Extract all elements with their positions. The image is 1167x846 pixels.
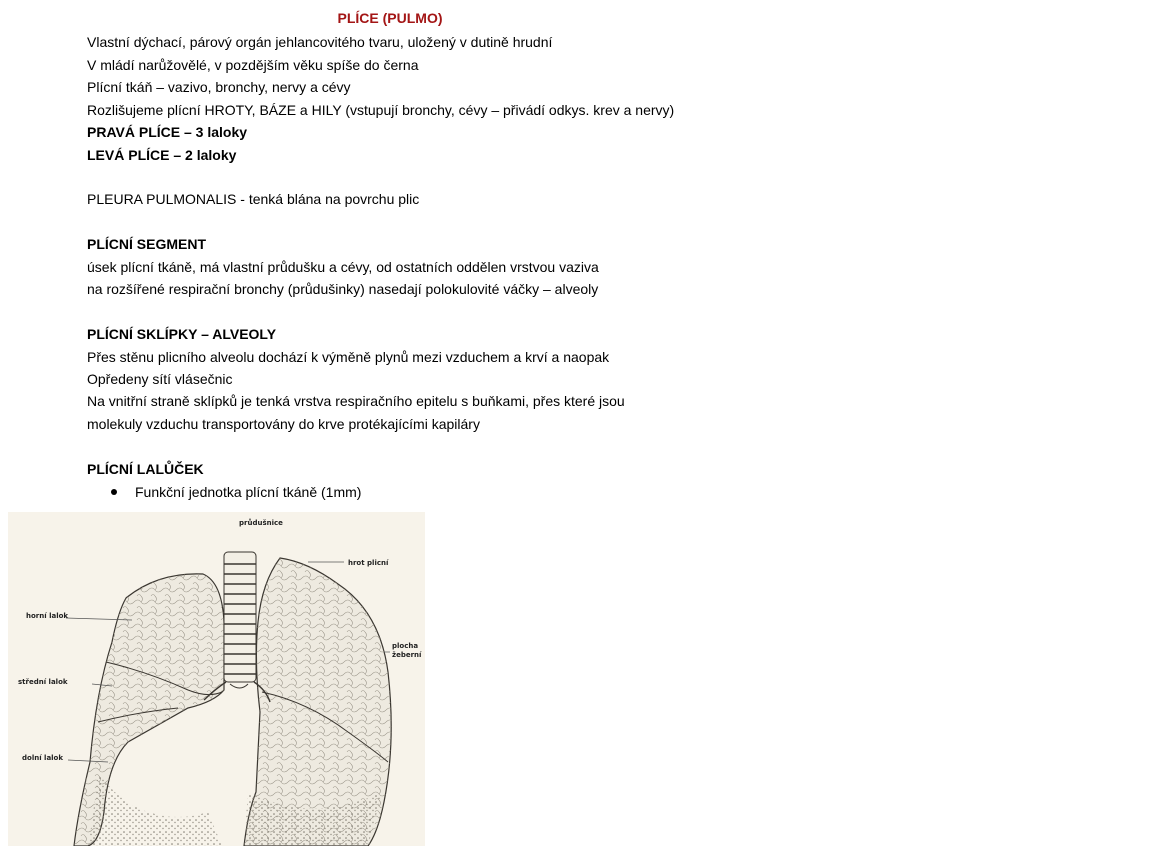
label-middle-lobe: střední lalok [18, 678, 68, 686]
alveoly-line-1: Přes stěnu plicního alveolu dochází k výměně plynů mezi vzduchem a krví a naopak [87, 349, 610, 365]
page-title: PLÍCE (PULMO) [337, 10, 443, 26]
intro-line-1: Vlastní dýchací, párový orgán jehlancovitého tvaru, uložený v dutině hrudní [87, 34, 553, 50]
alveoly-line-4: molekuly vzduchu transportovány do krve protékajícími kapiláry [87, 416, 480, 432]
label-costal-surface-2: žeberní [392, 651, 422, 659]
label-lower-lobe: dolní lalok [22, 754, 64, 762]
left-lung-heading: LEVÁ PLÍCE – 2 laloky [87, 147, 237, 163]
intro-line-2: V mládí narůžovělé, v pozdějším věku spíše do černa [87, 57, 419, 73]
alveoly-line-2: Opředeny sítí vlásečnic [87, 371, 233, 387]
lobule-heading: PLÍCNÍ LALŮČEK [87, 461, 204, 477]
lung-illustration [8, 512, 425, 846]
segment-line-2: na rozšířené respirační bronchy (průdušinky) nasedají polokulovité váčky – alveoly [87, 281, 599, 297]
label-upper-lobe: horní lalok [26, 612, 69, 620]
lobule-bullet-text: Funkční jednotka plícní tkáně (1mm) [135, 484, 362, 500]
intro-line-3: Plícní tkáň – vazivo, bronchy, nervy a cévy [87, 79, 351, 95]
segment-line-1: úsek plícní tkáně, má vlastní průdušku a cévy, od ostatních oddělen vrstvou vaziva [87, 259, 599, 275]
label-costal-surface-1: plocha [392, 642, 419, 650]
bullet-icon [111, 489, 117, 495]
alveoly-heading: PLÍCNÍ SKLÍPKY – ALVEOLY [87, 326, 277, 342]
label-apex: hrot plicní [348, 559, 389, 567]
intro-line-4: Rozlišujeme plícní HROTY, BÁZE a HILY (vstupují bronchy, cévy – přivádí odkys. krev a nervy) [87, 102, 675, 118]
pleura-line: PLEURA PULMONALIS - tenká blána na povrchu plic [87, 191, 420, 207]
segment-heading: PLÍCNÍ SEGMENT [87, 236, 207, 252]
label-trachea: průdušnice [239, 519, 283, 527]
right-lung-heading: PRAVÁ PLÍCE – 3 laloky [87, 124, 248, 140]
alveoly-line-3: Na vnitřní straně sklípků je tenká vrstva respiračního epitelu s buňkami, přes které jsou [87, 393, 625, 409]
